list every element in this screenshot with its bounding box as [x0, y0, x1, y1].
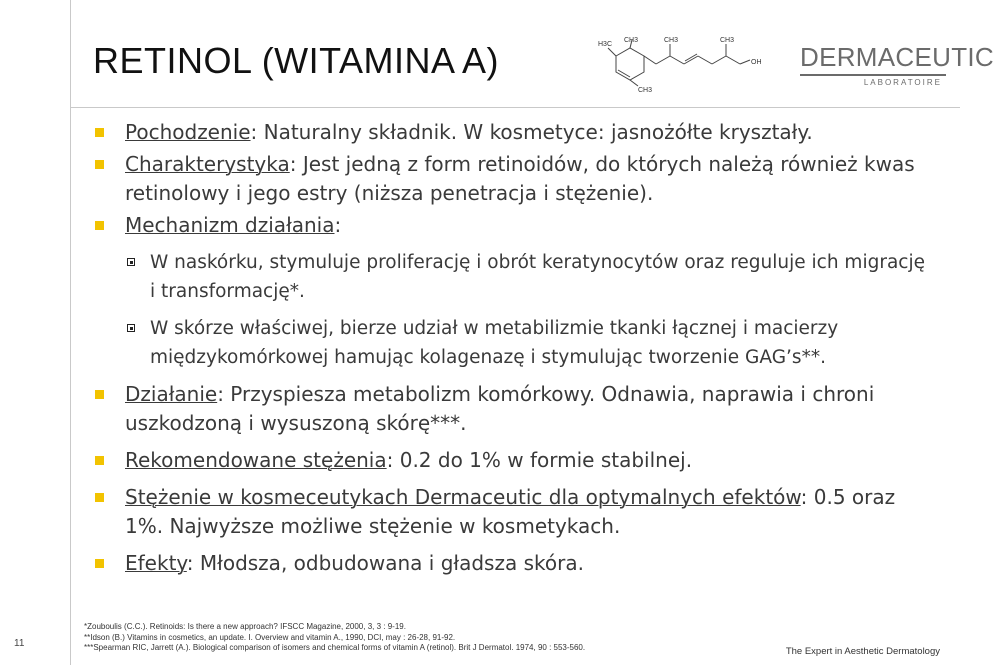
- bullet-text: : Przyspiesza metabolizm komórkowy. Odnawia, naprawia i chroni uszkodzoną i wysuszoną skórę***.: [125, 382, 875, 435]
- reference-item: *Zouboulis (C.C.). Retinoids: Is there a new approach? IFSCC Magazine, 2000, 3, 3 : 9-19.: [84, 622, 406, 631]
- logo-bar: [800, 74, 946, 76]
- bullet-item: [95, 380, 935, 438]
- bullet-term: Rekomendowane stężenia: [125, 448, 387, 472]
- bullet-item: [95, 211, 935, 240]
- ch3-label: CH3: [720, 37, 735, 44]
- bullet-item: [95, 118, 935, 147]
- bullet-text: : 0.5 oraz 1%. Najwyższe możliwe stężenie w kosmetykach.: [125, 485, 896, 538]
- bullet-term: Charakterystyka: [125, 152, 290, 176]
- references: [84, 622, 585, 654]
- square-bullet-icon: [95, 390, 104, 399]
- vertical-rule: [70, 0, 71, 665]
- square-bullet-icon: [95, 128, 104, 137]
- sub-bullet-text: W skórze właściwej, bierze udział w metabilizmie tkanki łącznej i macierzy międzykomórkowej hamując kolagenazę i stymulując tworzenie GAG’s**.: [150, 318, 839, 368]
- square-bullet-icon: [95, 221, 104, 230]
- square-bullet-icon: [95, 559, 104, 568]
- retinol-structure-image: [598, 34, 778, 94]
- square-bullet-icon: [95, 493, 104, 502]
- logo-subtitle: LABORATOIRE: [863, 78, 942, 87]
- sub-bullet-item: [95, 314, 935, 372]
- bullet-term: Efekty: [125, 551, 187, 575]
- sub-bullet-text: W naskórku, stymuluje proliferację i obrót keratynocytów oraz reguluje ich migrację i transformację*.: [150, 252, 925, 302]
- page-number: 11: [14, 638, 25, 649]
- h3c-label: H3C: [598, 41, 613, 48]
- page-title: RETINOL (WITAMINA A): [93, 40, 500, 81]
- reference-item: **Idson (B.) Vitamins in cosmetics, an update. I. Overview and vitamin A., 1990, DCI, may : 26-28, 91-92.: [84, 632, 456, 642]
- bullet-text: : Młodsza, odbudowana i gładsza skóra.: [186, 551, 584, 575]
- bullet-term: Stężenie w kosmeceutykach Dermaceutic dla optymalnych efektów: [125, 485, 801, 509]
- bullet-text: :: [334, 213, 342, 237]
- square-bullet-icon: [95, 456, 104, 465]
- bullet-item: [95, 549, 935, 578]
- logo-name: DERMACEUTIC: [800, 42, 994, 72]
- sub-bullet-item: [95, 248, 935, 306]
- bullet-term: Pochodzenie: [125, 120, 251, 144]
- oh-label: OH: [751, 59, 762, 66]
- slide-content: [95, 118, 935, 578]
- bullet-text: : Naturalny składnik. W kosmetyce: jasnożółte kryształy.: [250, 120, 813, 144]
- bullet-item: [95, 483, 935, 541]
- checkbox-bullet-icon: [127, 258, 135, 266]
- ch3-label: CH3: [638, 87, 653, 94]
- brand-logo: [800, 42, 994, 87]
- checkbox-bullet-icon: [127, 324, 135, 332]
- bullet-term: Mechanizm działania: [125, 213, 335, 237]
- square-bullet-icon: [95, 160, 104, 169]
- bullet-item: [95, 446, 935, 475]
- bullet-term: Działanie: [125, 382, 218, 406]
- bullet-item: [95, 150, 935, 208]
- title-underline: [70, 107, 960, 108]
- ch3-label: CH3: [664, 37, 679, 44]
- bullet-text: : Jest jedną z form retinoidów, do których należą również kwas retinolowy i jego estry (niższa penetracja i stężenie).: [125, 152, 915, 205]
- bullet-text: : 0.2 do 1% w formie stabilnej.: [386, 448, 693, 472]
- ch3-label: CH3: [624, 37, 639, 44]
- footer-tagline: The Expert in Aesthetic Dermatology: [785, 646, 940, 657]
- reference-item: ***Spearman RIC, Jarrett (A.). Biological comparison of isomers and chemical forms of vitamin A (retinol). Brit J Dermatol. 1974, 90 : 553-560.: [84, 643, 586, 652]
